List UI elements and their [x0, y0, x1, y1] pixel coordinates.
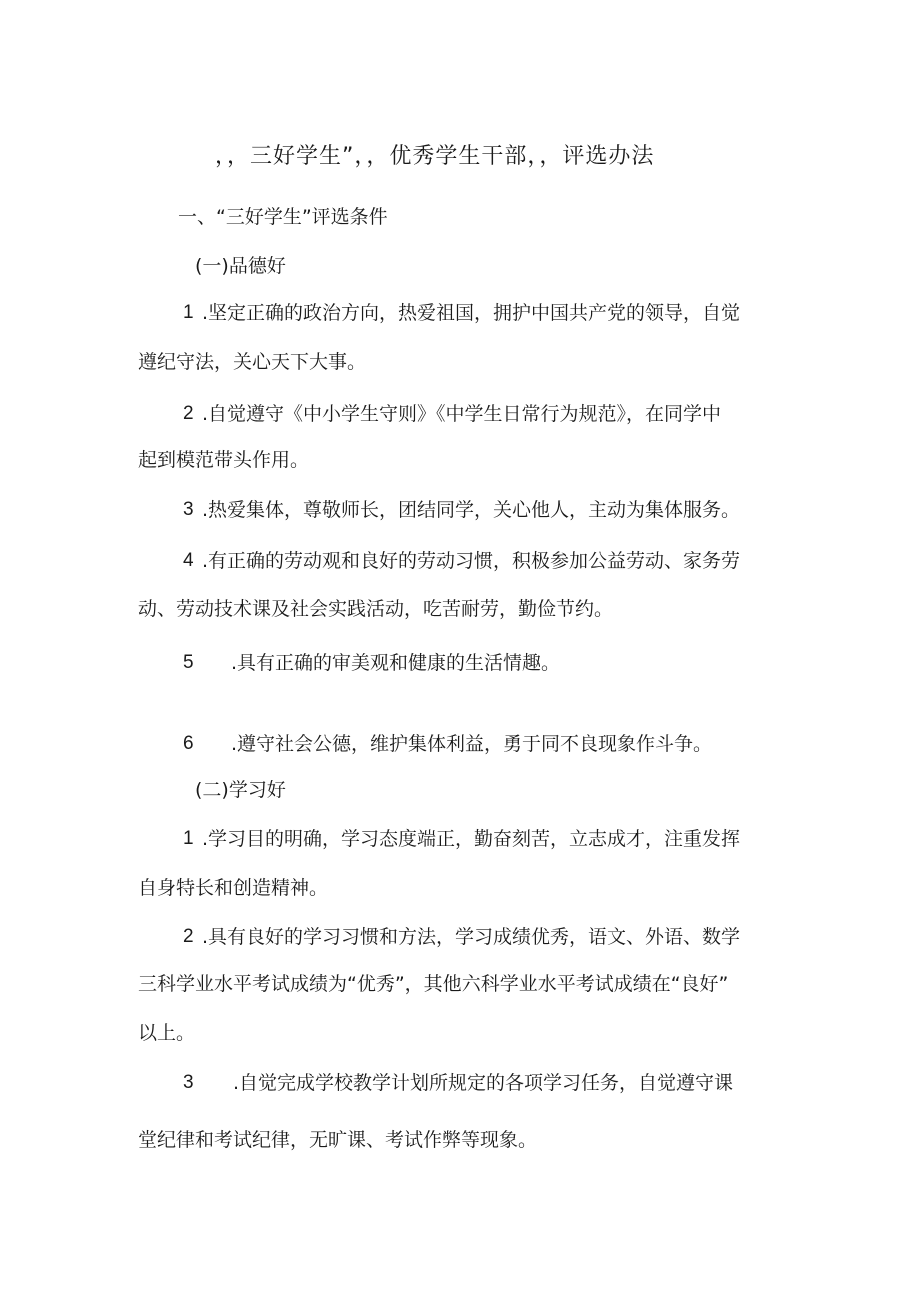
item-text-continued: 堂纪律和考试纪律，无旷课、考试作弊等现象。: [138, 1129, 538, 1151]
item-text-continued: 以上。: [138, 1022, 196, 1044]
item-text-continued: 遵纪守法，关心天下大事。: [138, 351, 367, 373]
item-text: .遵守社会公德，维护集体利益，勇于同不良现象作斗争。: [231, 733, 713, 755]
subsection-heading-moral: (一)品德好: [195, 255, 286, 277]
item-number: 2: [183, 403, 194, 424]
item-text: .具有良好的学习习惯和方法，学习成绩优秀，语文、外语、数学: [202, 926, 741, 948]
item-number: 4: [183, 550, 194, 571]
item-text-continued: 起到模范带头作用。: [138, 449, 310, 471]
item-text: .学习目的明确，学习态度端正，勤奋刻苦，立志成才，注重发挥: [202, 828, 741, 850]
item-text: .热爱集体，尊敬师长，团结同学，关心他人，主动为集体服务。: [202, 499, 741, 521]
document-title: ，，三好学生”，，优秀学生干部，，评选办法: [215, 144, 655, 169]
item-number: 5: [183, 652, 194, 673]
item-text: .自觉完成学校教学计划所规定的各项学习任务，自觉遵守课: [233, 1072, 734, 1094]
item-text-continued: 动、劳动技术课及社会实践活动，吃苦耐劳，勤俭节约。: [138, 598, 614, 620]
item-number: 1: [183, 828, 194, 849]
item-text: .坚定正确的政治方向，热爱祖国，拥护中国共产党的领导，自觉: [202, 302, 741, 324]
item-number: 6: [183, 733, 194, 754]
item-text-continued: 自身特长和创造精神。: [138, 877, 329, 899]
item-number: 3: [183, 1072, 194, 1093]
subsection-heading-study: (二)学习好: [195, 779, 286, 801]
item-number: 1: [183, 302, 194, 323]
item-text: .自觉遵守《中小学生守则》《中学生日常行为规范》，在同学中: [202, 403, 722, 425]
item-text: .具有正确的审美观和健康的生活情趣。: [231, 652, 561, 674]
item-number: 3: [183, 499, 194, 520]
item-text: .有正确的劳动观和良好的劳动习惯，积极参加公益劳动、家务劳: [202, 550, 741, 572]
section-heading: 一、“三好学生”评选条件: [178, 206, 388, 228]
item-text-continued: 三科学业水平考试成绩为“优秀”，其他六科学业水平考试成绩在“良好”: [138, 973, 729, 995]
item-number: 2: [183, 926, 194, 947]
